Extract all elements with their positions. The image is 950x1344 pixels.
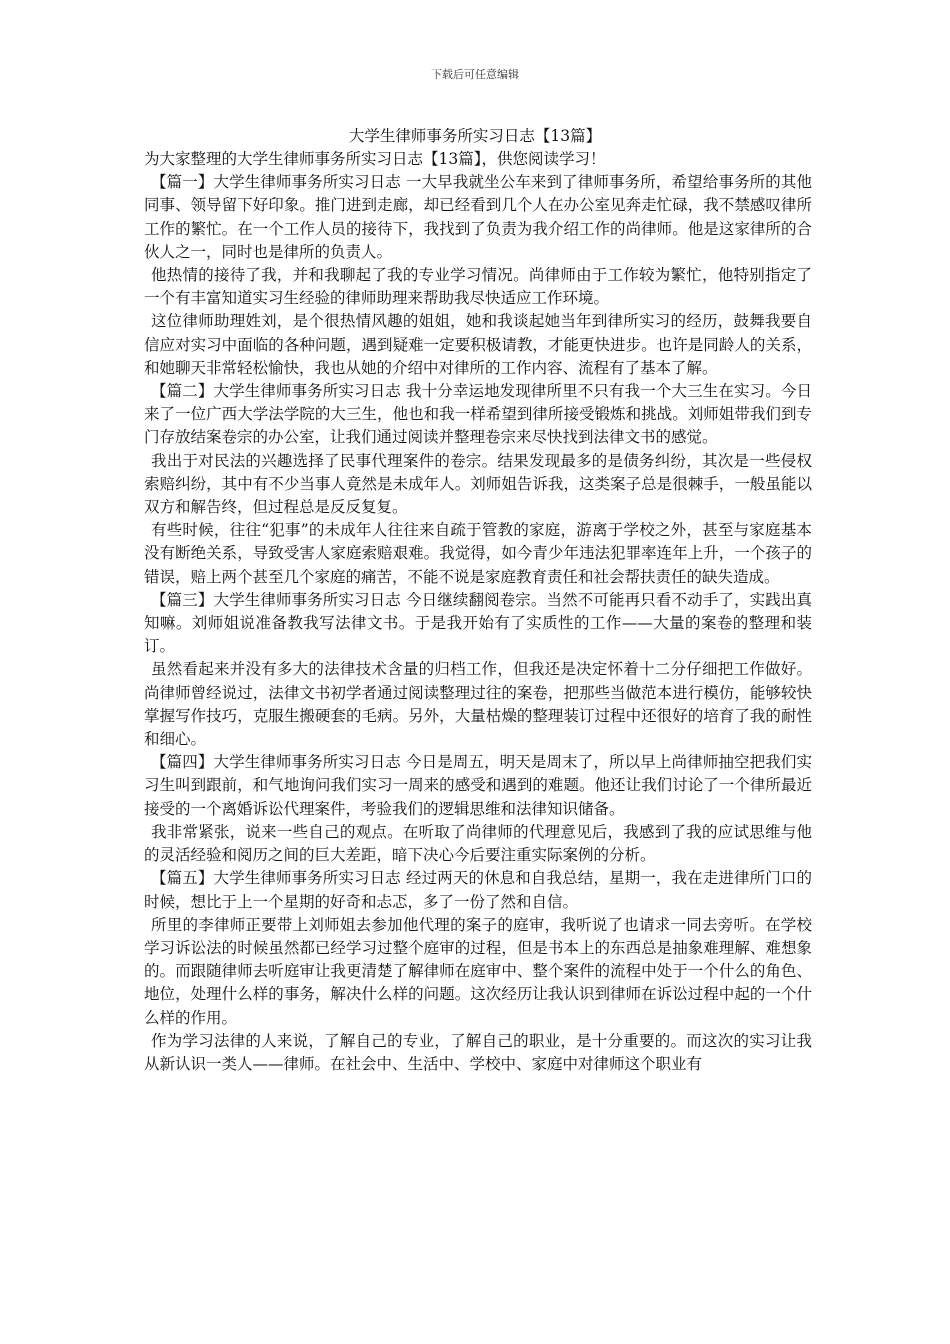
paragraph: 这位律师助理姓刘，是个很热情风趣的姐姐，她和我谈起她当年到律所实习的经历，鼓舞我要自信应对实习中面临的各种问题，遇到疑难一定要积极请教，才能更快进步。也许是同龄人的关系，和她聊天非常轻松愉快，我也从她的介绍中对律所的工作内容、流程有了基本了解。 bbox=[144, 312, 812, 377]
intro-paragraph: 为大家整理的大学生律师事务所实习日志【13篇】，供您阅读学习！ bbox=[144, 150, 606, 168]
paragraph: 我出于对民法的兴趣选择了民事代理案件的卷宗。结果发现最多的是债务纠纷，其次是一些侵权索赔纠纷，其中有不少当事人竟然是未成年人。刘师姐告诉我，这类案子总是很棘手，一般虽能以双方和解告终，但过程总是反反复复。 bbox=[144, 451, 812, 517]
paragraph: 【篇二】大学生律师事务所实习日志 我十分幸运地发现律所里不只有我一个大三生在实习。今日来了一位广西大学法学院的大三生，他也和我一样希望到律所接受锻炼和挑战。刘师姐带我们到专门存放结案卷宗的办公室，让我们通过阅读并整理卷宗来尽快找到法律文书的感觉。 bbox=[144, 382, 812, 447]
paragraph: 他热情的接待了我，并和我聊起了我的专业学习情况。尚律师由于工作较为繁忙，他特别指定了一个有丰富知道实习生经验的律师助理来帮助我尽快适应工作环境。 bbox=[144, 266, 812, 308]
paragraph: 所里的李律师正要带上刘师姐去参加他代理的案子的庭审，我听说了也请求一同去旁听。在学校学习诉讼法的时候虽然都已经学习过整个庭审的过程，但是书本上的东西总是抽象难理解、难想象的。而跟随律师去听庭审让我更清楚了解律师在庭审中、整个案件的流程中处于一个什么的角色、地位，处理什么样的事务，解决什么样的问题。这次经历让我认识到律师在诉讼过程中起的一个什么样的作用。 bbox=[144, 915, 812, 1027]
header-note: 下载后可任意编辑 bbox=[431, 68, 519, 81]
paragraph: 虽然看起来并没有多大的法律技术含量的归档工作，但我还是决定怀着十二分仔细把工作做好。尚律师曾经说过，法律文书初学者通过阅读整理过往的案卷，把那些当做范本进行模仿，能够较快掌握写作技巧，克服生搬硬套的毛病。另外，大量枯燥的整理装订过程中还很好的培育了我的耐性和细心。 bbox=[144, 660, 812, 749]
paragraph: 【篇一】大学生律师事务所实习日志 一大早我就坐公车来到了律师事务所，希望给事务所的其他同事、领导留下好印象。推门进到走廊，却已经看到几个人在办公室见奔走忙碌，我不禁感叹律所工作的繁忙。在一个工作人员的接待下，我找到了负责为我介绍工作的尚律师。他是这家律所的合伙人之一，同时也是律所的负责人。 bbox=[144, 173, 812, 261]
paragraph: 【篇三】大学生律师事务所实习日志 今日继续翻阅卷宗。当然不可能再只看不动手了，实践出真知嘛。刘师姐说准备教我写法律文书。于是我开始有了实质性的工作——大量的案卷的整理和装订。 bbox=[144, 590, 812, 656]
paragraph: 【篇五】大学生律师事务所实习日志 经过两天的休息和自我总结，星期一，我在走进律所门口的时候，想比于上一个星期的好奇和忐忑，多了一份了然和自信。 bbox=[144, 869, 812, 911]
paragraph: 我非常紧张，说来一些自己的观点。在听取了尚律师的代理意见后，我感到了我的应试思维与他的灵活经验和阅历之间的巨大差距，暗下决心今后要注重实际案例的分析。 bbox=[144, 822, 812, 865]
document-body bbox=[144, 148, 812, 1076]
paragraph: 有些时候，往往“犯事”的未成年人往往来自疏于管教的家庭，游离于学校之外，甚至与家庭基本没有断绝关系，导致受害人家庭索赔艰难。我觉得，如今青少年违法犯罪率连年上升，一个孩子的错误，赔上两个甚至几个家庭的痛苦，不能不说是家庭教育责任和社会帮扶责任的缺失造成。 bbox=[144, 521, 812, 586]
paragraph: 【篇四】大学生律师事务所实习日志 今日是周五，明天是周末了，所以早上尚律师抽空把我们实习生叫到跟前，和气地询问我们实习一周来的感受和遇到的难题。他还让我们讨论了一个律所最近接受的一个离婚诉讼代理案件，考验我们的逻辑思维和法律知识储备。 bbox=[144, 753, 812, 818]
document-title: 大学生律师事务所实习日志【13篇】 bbox=[348, 127, 602, 145]
paragraph: 作为学习法律的人来说，了解自己的专业，了解自己的职业，是十分重要的。而这次的实习让我从新认识一类人——律师。在社会中、生活中、学校中、家庭中对律师这个职业有 bbox=[144, 1031, 812, 1073]
